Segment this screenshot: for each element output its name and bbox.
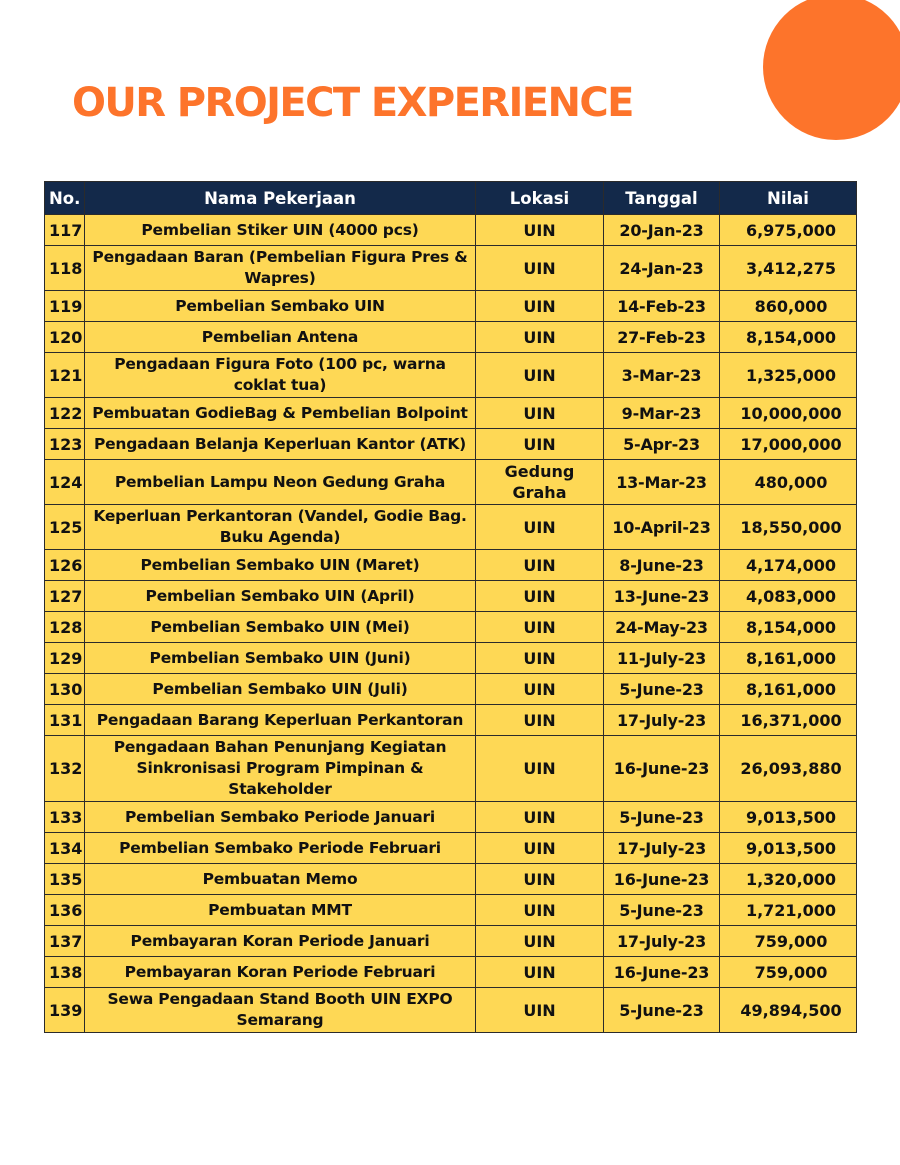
cell-no: 122 (45, 398, 85, 429)
cell-nilai: 26,093,880 (720, 736, 857, 802)
table-row (45, 291, 857, 322)
cell-nama-pekerjaan: Pembelian Sembako UIN (Maret) (85, 550, 476, 581)
cell-tanggal: 10-April-23 (604, 505, 720, 550)
cell-no: 121 (45, 353, 85, 398)
table-row (45, 460, 857, 505)
cell-nilai: 6,975,000 (720, 215, 857, 246)
cell-nama-pekerjaan: Pembelian Sembako Periode Februari (85, 833, 476, 864)
column-header-nama-pekerjaan: Nama Pekerjaan (85, 182, 476, 215)
cell-no: 135 (45, 864, 85, 895)
cell-tanggal: 20-Jan-23 (604, 215, 720, 246)
cell-lokasi: UIN (476, 322, 604, 353)
cell-nilai: 8,161,000 (720, 674, 857, 705)
cell-no: 137 (45, 926, 85, 957)
cell-nilai: 8,154,000 (720, 322, 857, 353)
table-row (45, 988, 857, 1033)
cell-tanggal: 5-June-23 (604, 802, 720, 833)
cell-no: 133 (45, 802, 85, 833)
cell-no: 117 (45, 215, 85, 246)
cell-no: 127 (45, 581, 85, 612)
cell-lokasi: UIN (476, 505, 604, 550)
cell-nama-pekerjaan: Pembuatan Memo (85, 864, 476, 895)
cell-nama-pekerjaan: Pembuatan MMT (85, 895, 476, 926)
table-row (45, 215, 857, 246)
table-row (45, 398, 857, 429)
table-row (45, 246, 857, 291)
cell-lokasi: UIN (476, 581, 604, 612)
cell-nilai: 1,320,000 (720, 864, 857, 895)
table-row (45, 581, 857, 612)
cell-lokasi: UIN (476, 926, 604, 957)
cell-nama-pekerjaan: Pengadaan Figura Foto (100 pc, warna coklat tua) (85, 353, 476, 398)
cell-tanggal: 24-May-23 (604, 612, 720, 643)
cell-no: 131 (45, 705, 85, 736)
cell-nilai: 9,013,500 (720, 802, 857, 833)
cell-tanggal: 17-July-23 (604, 705, 720, 736)
table-row (45, 926, 857, 957)
cell-no: 124 (45, 460, 85, 505)
table-row (45, 833, 857, 864)
cell-nilai: 3,412,275 (720, 246, 857, 291)
cell-nilai: 8,161,000 (720, 643, 857, 674)
table-row (45, 705, 857, 736)
cell-nilai: 49,894,500 (720, 988, 857, 1033)
cell-lokasi: UIN (476, 988, 604, 1033)
table-row (45, 895, 857, 926)
cell-nama-pekerjaan: Pembelian Antena (85, 322, 476, 353)
cell-tanggal: 16-June-23 (604, 957, 720, 988)
cell-lokasi: UIN (476, 215, 604, 246)
table-row (45, 429, 857, 460)
table-row (45, 736, 857, 802)
cell-no: 138 (45, 957, 85, 988)
cell-nilai: 480,000 (720, 460, 857, 505)
cell-nilai: 18,550,000 (720, 505, 857, 550)
cell-lokasi: UIN (476, 246, 604, 291)
cell-nama-pekerjaan: Pembelian Sembako UIN (April) (85, 581, 476, 612)
cell-lokasi: UIN (476, 957, 604, 988)
cell-nilai: 8,154,000 (720, 612, 857, 643)
cell-tanggal: 27-Feb-23 (604, 322, 720, 353)
table-row (45, 550, 857, 581)
cell-nama-pekerjaan: Pembelian Sembako UIN (85, 291, 476, 322)
cell-nilai: 10,000,000 (720, 398, 857, 429)
cell-nama-pekerjaan: Pembelian Sembako UIN (Juli) (85, 674, 476, 705)
cell-tanggal: 16-June-23 (604, 864, 720, 895)
cell-nilai: 759,000 (720, 926, 857, 957)
cell-nama-pekerjaan: Keperluan Perkantoran (Vandel, Godie Bag. Buku Agenda) (85, 505, 476, 550)
cell-nilai: 4,174,000 (720, 550, 857, 581)
cell-no: 123 (45, 429, 85, 460)
cell-tanggal: 5-Apr-23 (604, 429, 720, 460)
cell-nilai: 1,721,000 (720, 895, 857, 926)
header-row (45, 182, 857, 215)
cell-tanggal: 5-June-23 (604, 674, 720, 705)
cell-lokasi: UIN (476, 429, 604, 460)
cell-tanggal: 11-July-23 (604, 643, 720, 674)
cell-nama-pekerjaan: Pembuatan GodieBag & Pembelian Bolpoint (85, 398, 476, 429)
cell-nama-pekerjaan: Pembelian Sembako UIN (Juni) (85, 643, 476, 674)
table-header (45, 182, 857, 215)
cell-no: 119 (45, 291, 85, 322)
cell-lokasi: UIN (476, 291, 604, 322)
cell-tanggal: 13-June-23 (604, 581, 720, 612)
cell-nilai: 4,083,000 (720, 581, 857, 612)
cell-nama-pekerjaan: Pembayaran Koran Periode Februari (85, 957, 476, 988)
cell-nilai: 759,000 (720, 957, 857, 988)
cell-no: 134 (45, 833, 85, 864)
cell-lokasi: UIN (476, 612, 604, 643)
cell-lokasi: UIN (476, 705, 604, 736)
cell-nama-pekerjaan: Pengadaan Baran (Pembelian Figura Pres & Wapres) (85, 246, 476, 291)
cell-tanggal: 17-July-23 (604, 833, 720, 864)
cell-no: 125 (45, 505, 85, 550)
cell-tanggal: 14-Feb-23 (604, 291, 720, 322)
decorative-orange-circle (763, 0, 900, 140)
cell-no: 139 (45, 988, 85, 1033)
cell-lokasi: UIN (476, 864, 604, 895)
cell-lokasi: UIN (476, 550, 604, 581)
cell-no: 120 (45, 322, 85, 353)
cell-nilai: 16,371,000 (720, 705, 857, 736)
cell-nilai: 9,013,500 (720, 833, 857, 864)
cell-lokasi: UIN (476, 736, 604, 802)
cell-lokasi: UIN (476, 674, 604, 705)
cell-tanggal: 16-June-23 (604, 736, 720, 802)
cell-nilai: 1,325,000 (720, 353, 857, 398)
column-header-tanggal: Tanggal (604, 182, 720, 215)
page-title: OUR PROJECT EXPERIENCE (72, 80, 633, 126)
table-row (45, 322, 857, 353)
cell-tanggal: 24-Jan-23 (604, 246, 720, 291)
table-row (45, 864, 857, 895)
cell-nama-pekerjaan: Pembelian Sembako Periode Januari (85, 802, 476, 833)
table-body (45, 215, 857, 1033)
cell-nilai: 17,000,000 (720, 429, 857, 460)
table-row (45, 802, 857, 833)
cell-lokasi: UIN (476, 398, 604, 429)
cell-nama-pekerjaan: Pembayaran Koran Periode Januari (85, 926, 476, 957)
cell-lokasi: UIN (476, 643, 604, 674)
cell-nama-pekerjaan: Pembelian Sembako UIN (Mei) (85, 612, 476, 643)
cell-tanggal: 8-June-23 (604, 550, 720, 581)
cell-nama-pekerjaan: Sewa Pengadaan Stand Booth UIN EXPO Semarang (85, 988, 476, 1033)
table-row (45, 643, 857, 674)
cell-no: 126 (45, 550, 85, 581)
cell-no: 132 (45, 736, 85, 802)
cell-tanggal: 9-Mar-23 (604, 398, 720, 429)
cell-tanggal: 3-Mar-23 (604, 353, 720, 398)
cell-nama-pekerjaan: Pengadaan Bahan Penunjang Kegiatan Sinkronisasi Program Pimpinan & Stakeholder (85, 736, 476, 802)
table-row (45, 674, 857, 705)
cell-nama-pekerjaan: Pengadaan Belanja Keperluan Kantor (ATK) (85, 429, 476, 460)
cell-tanggal: 13-Mar-23 (604, 460, 720, 505)
cell-lokasi: UIN (476, 895, 604, 926)
table-row (45, 612, 857, 643)
cell-lokasi: UIN (476, 802, 604, 833)
table-row (45, 505, 857, 550)
project-table (44, 181, 857, 1033)
cell-no: 130 (45, 674, 85, 705)
table-row (45, 353, 857, 398)
cell-tanggal: 17-July-23 (604, 926, 720, 957)
cell-tanggal: 5-June-23 (604, 988, 720, 1033)
cell-lokasi: Gedung Graha (476, 460, 604, 505)
column-header-no: No. (45, 182, 85, 215)
cell-lokasi: UIN (476, 833, 604, 864)
cell-no: 136 (45, 895, 85, 926)
cell-nama-pekerjaan: Pengadaan Barang Keperluan Perkantoran (85, 705, 476, 736)
cell-tanggal: 5-June-23 (604, 895, 720, 926)
table-row (45, 957, 857, 988)
cell-no: 128 (45, 612, 85, 643)
cell-lokasi: UIN (476, 353, 604, 398)
cell-nama-pekerjaan: Pembelian Lampu Neon Gedung Graha (85, 460, 476, 505)
column-header-nilai: Nilai (720, 182, 857, 215)
cell-nilai: 860,000 (720, 291, 857, 322)
cell-no: 129 (45, 643, 85, 674)
cell-no: 118 (45, 246, 85, 291)
cell-nama-pekerjaan: Pembelian Stiker UIN (4000 pcs) (85, 215, 476, 246)
column-header-lokasi: Lokasi (476, 182, 604, 215)
